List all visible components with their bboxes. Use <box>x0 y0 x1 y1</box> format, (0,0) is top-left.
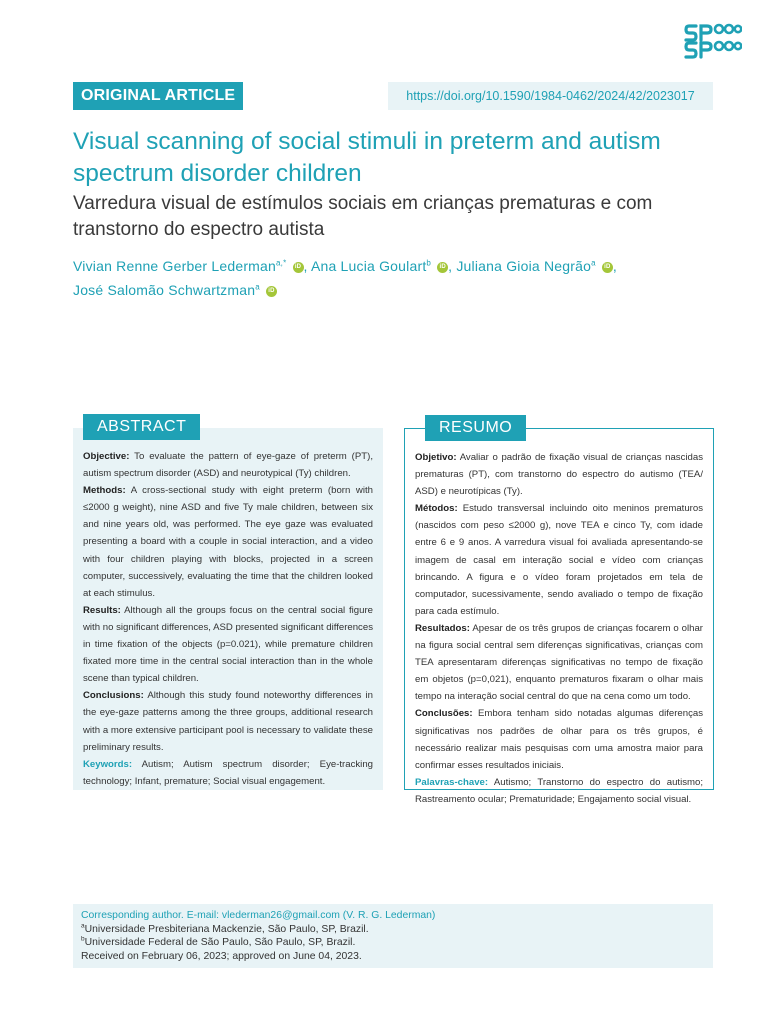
corresponding-mark: * <box>283 258 287 268</box>
abstract-keywords <box>83 756 373 790</box>
author-name[interactable]: Vivian Renne Gerber Lederman <box>73 258 277 274</box>
spsp-logo-icon <box>684 22 742 60</box>
orcid-icon[interactable]: iD <box>602 262 613 273</box>
affiliation-a <box>81 923 705 937</box>
affiliation-mark: a <box>81 922 85 930</box>
affiliation-mark: b <box>81 935 85 943</box>
section-text: Apesar de os três grupos de crianças focarem o olhar na figura social central sem diferenças significativas, crianças com TEA apresentaram diferenças significativas no tempo de fixação em objetos (p=0,021), enquanto prematuros fixaram o olhar mais tempo na interação social central do que na cena como um todo. <box>415 622 703 703</box>
article-subtitle: Varredura visual de estímulos sociais em crianças prematuras e com transtorno do espectro autista <box>73 193 653 240</box>
section-text: Although all the groups focus on the central social figure with no significant differences, ASD presented significant differences in time fixation of the objects (p=0.021), while premature children fixated more time in the central social interaction than in the whole scene than typical children. <box>83 604 373 685</box>
article-type-badge: ORIGINAL ARTICLE <box>73 82 243 110</box>
section-text: To evaluate the pattern of eye-gaze of preterm (PT), autism spectrum disorder (ASD) and neurotypical (Ty) children. <box>83 451 373 480</box>
article-footer <box>73 904 713 968</box>
author-separator: , <box>448 258 457 274</box>
keywords-label: Palavras-chave: <box>415 776 489 788</box>
section-label: Conclusions: <box>83 690 144 702</box>
resumo-objetivo <box>415 449 703 500</box>
abstract-body <box>83 448 373 790</box>
author-affiliation: a <box>255 282 260 292</box>
resumo-heading: RESUMO <box>425 415 526 441</box>
affiliation-b <box>81 936 705 950</box>
keywords-label: Keywords: <box>83 758 133 770</box>
doi-link[interactable]: https://doi.org/10.1590/1984-0462/2024/42/2023017 <box>388 82 713 110</box>
abstract-methods <box>83 482 373 602</box>
author-list <box>73 254 718 302</box>
article-title: Visual scanning of social stimuli in preterm and autism spectrum disorder children <box>73 128 661 187</box>
author-name[interactable]: Ana Lucia Goulart <box>310 258 427 274</box>
corresponding-author[interactable]: Corresponding author. E-mail: vlederman26@gmail.com (V. R. G. Lederman) <box>81 910 436 921</box>
author-affiliation: a, <box>276 258 284 268</box>
author-name[interactable]: José Salomão Schwartzman <box>73 282 256 298</box>
section-label: Objetivo: <box>415 452 457 463</box>
section-text: Although this study found noteworthy differences in the eye-gaze patterns among the three groups, additional research with a more extensive participant pool is necessary to validate these preliminary results. <box>83 690 373 753</box>
author-name[interactable]: Juliana Gioia Negrão <box>456 258 592 274</box>
abstract-objective <box>83 448 373 482</box>
resumo-palavras-chave <box>415 774 703 808</box>
abstract-results <box>83 602 373 687</box>
orcid-icon[interactable]: iD <box>293 262 304 273</box>
resumo-box <box>404 419 714 805</box>
resumo-metodos <box>415 500 703 620</box>
author-separator: , <box>612 258 617 274</box>
section-label: Métodos: <box>415 503 458 515</box>
section-text: Embora tenham sido notadas algumas diferenças significativas nos padrões de olhar para os três grupos, é necessário realizar mais pesquisas com uma amostra maior para confirmar esses resultados iniciais. <box>415 708 704 771</box>
affiliation-text: Universidade Presbiteriana Mackenzie, São Paulo, SP, Brazil. <box>84 923 369 935</box>
section-label: Resultados: <box>415 622 470 634</box>
abstract-heading: ABSTRACT <box>83 414 200 440</box>
resumo-conclusoes <box>415 705 703 773</box>
section-label: Conclusões: <box>415 708 473 720</box>
abstract-box <box>73 418 383 790</box>
abstract-conclusions <box>83 687 373 755</box>
author-affiliation: b <box>426 258 432 268</box>
keywords-text: Autism; Autism spectrum disorder; Eye-tracking technology; Infant, premature; Social visual engagement. <box>83 758 373 787</box>
section-label: Objective: <box>83 451 130 462</box>
orcid-icon[interactable]: iD <box>437 262 448 273</box>
keywords-text: Autismo; Transtorno do espectro do autismo; Rastreamento ocular; Prematuridade; Engajamento social visual. <box>415 776 704 805</box>
affiliation-text: Universidade Federal de São Paulo, São Paulo, SP, Brazil. <box>84 937 356 949</box>
resumo-body <box>415 449 703 808</box>
section-text: A cross-sectional study with eight preterm (born with ≤2000 g weight), nine ASD and five Ty male children, between six and nine years old, was performed. The eye gaze was evaluated presenting a board with a couple in social interaction, and a video with four children playing with blocks, projected in a screen computer, successively, evaluating the time that the children looked at each stimulus. <box>83 485 373 599</box>
section-text: Estudo transversal incluindo oito meninos prematuros (nascidos com peso ≤2000 g), nove TEA e cinco Ty, com idade entre 6 e 9 anos. A varredura visual foi avaliada apresentando-se imagem de casal em interação social e vídeo com crianças brincando. A figura e o vídeo foram projetados em tela de computador, sucessivamente, sendo avaliado o tempo de fixação para cada estímulo. <box>415 503 703 617</box>
received-date: Received on February 06, 2023; approved on June 04, 2023. <box>81 950 362 962</box>
resumo-resultados <box>415 620 703 705</box>
section-label: Methods: <box>83 485 126 497</box>
section-text: Avaliar o padrão de fixação visual de crianças nascidas prematuras (PT), com transtorno do espectro do autismo (TEA/ ASD) e neurotípicas (Ty). <box>415 452 703 498</box>
author-affiliation: a <box>591 258 596 268</box>
orcid-icon[interactable]: iD <box>266 286 277 297</box>
author-separator: , <box>303 258 311 274</box>
section-label: Results: <box>83 604 121 616</box>
